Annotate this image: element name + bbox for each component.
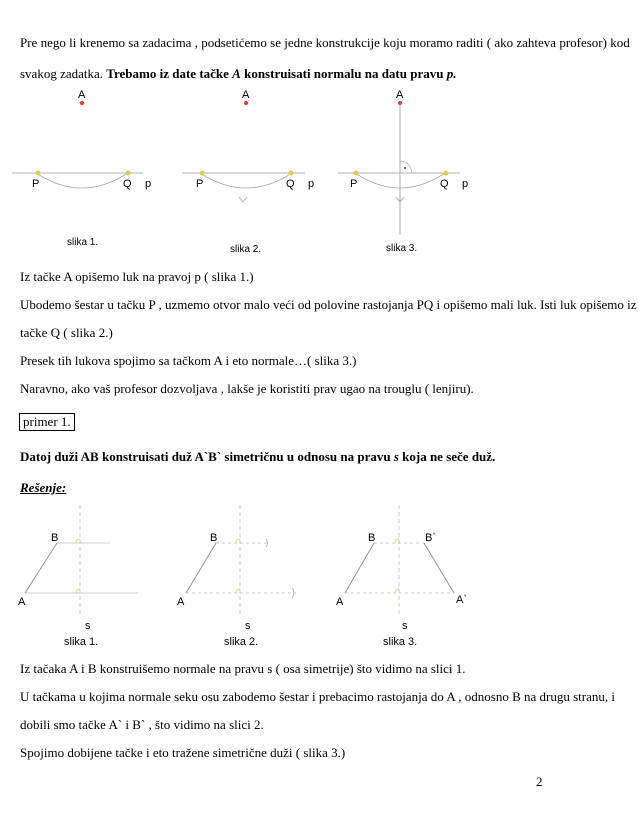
label-p-point: P — [196, 178, 204, 190]
label-a: A — [78, 89, 86, 101]
label-a: A — [396, 89, 404, 101]
step2-line-4: Spojimo dobijene tačke i eto tražene simetrične duži ( slika 3.) — [20, 745, 346, 760]
label-p-point: P — [350, 178, 358, 190]
right-angle-arc — [400, 161, 412, 173]
label-a-prime: A` — [456, 594, 467, 606]
page-number: 2 — [536, 774, 543, 789]
caption-slika-1: slika 1. — [64, 636, 99, 648]
point-q-marker — [289, 171, 294, 176]
label-a: A — [336, 596, 344, 608]
label-p-line: p — [145, 178, 152, 190]
intro-line-1: Pre nego li krenemo sa zadacima , podsetićemo se jedne konstrukcije koju moramo raditi ( ako zahteva profesor) kod — [20, 35, 630, 50]
arc-intersection — [239, 197, 247, 202]
step2-line-3: dobili smo tačke A` i B` , što vidimo na slici 2. — [20, 717, 264, 732]
label-q-point: Q — [286, 178, 295, 190]
symmetry-panel-2 — [177, 505, 296, 648]
caption-slika-2: slika 2. — [224, 636, 259, 648]
arc-from-a — [200, 173, 292, 188]
symmetry-panel-3 — [336, 505, 467, 648]
label-p-line: p — [462, 178, 469, 190]
segment-ab — [345, 543, 374, 593]
label-s: s — [245, 620, 251, 632]
right-angle-mark-a — [395, 589, 399, 593]
label-s: s — [402, 620, 408, 632]
label-a: A — [242, 89, 250, 101]
step1-line-1: Iz tačke A opišemo luk na pravoj p ( slika 1.) — [20, 269, 254, 284]
intro-line-2 — [20, 66, 456, 82]
label-s: s — [85, 620, 91, 632]
right-angle-mark-b — [395, 539, 399, 543]
caption-slika-3: slika 3. — [383, 636, 418, 648]
segment-ab — [186, 543, 216, 593]
point-a-marker — [244, 101, 248, 105]
label-p-line: p — [308, 178, 315, 190]
construction-figure-normal — [0, 85, 638, 260]
right-angle-dot — [404, 167, 406, 169]
right-angle-mark-b — [236, 539, 240, 543]
label-q-point: Q — [123, 178, 132, 190]
segment-a-prime-b-prime — [424, 543, 454, 593]
point-p-marker — [200, 171, 205, 176]
step2-line-1: Iz tačaka A i B konstruišemo normale na pravu s ( osa simetrije) što vidimo na slici 1. — [20, 661, 466, 676]
intro-bold-1: Trebamo iz date tačke — [106, 66, 233, 81]
point-p-marker — [354, 171, 359, 176]
caption-slika-3: slika 3. — [386, 243, 418, 254]
point-q-marker — [444, 171, 449, 176]
example-label: primer 1. — [19, 413, 75, 431]
point-a-marker — [80, 101, 84, 105]
label-q-point: Q — [440, 178, 449, 190]
solution-heading: Rešenje: — [20, 480, 67, 495]
task-statement — [20, 449, 495, 465]
intro-point-a: A — [232, 66, 241, 81]
right-angle-mark-a — [236, 589, 240, 593]
step1-line-3: tačke Q ( slika 2.) — [20, 325, 113, 340]
intro-line-p: p. — [446, 66, 457, 81]
construction-figure-symmetry — [0, 505, 638, 650]
point-q-marker — [126, 171, 131, 176]
segment-ab — [25, 543, 57, 593]
label-a: A — [177, 596, 185, 608]
symmetry-panel-1 — [18, 505, 138, 648]
step1-line-5: Naravno, ako vaš profesor dozvoljava , lakše je koristiti prav ugao na trouglu ( lenjiru). — [20, 381, 474, 396]
normal-panel-1 — [12, 89, 151, 248]
right-angle-mark-a — [76, 589, 80, 593]
step1-line-2: Ubodemo šestar u tačku P , uzmemo otvor malo veći od polovine rastojanja PQ i opišemo mali luk. Isti luk opišemo iz — [20, 297, 637, 312]
intro-bold-2: konstruisati normalu na datu pravu — [240, 66, 447, 81]
intro-plain: svakog zadatka. — [20, 66, 107, 81]
label-b: B — [51, 532, 59, 544]
task-part-2: koja ne seče duž. — [398, 449, 496, 464]
label-b: B — [210, 532, 218, 544]
label-b-prime: B` — [425, 532, 436, 544]
caption-slika-2: slika 2. — [230, 244, 262, 255]
normal-panel-3 — [338, 89, 468, 254]
task-part-1: Datoj duži AB konstruisati duž A`B` simetričnu u odnosu na pravu — [20, 449, 394, 464]
arc-a-prime — [292, 588, 294, 598]
label-p-point: P — [32, 178, 40, 190]
label-a: A — [18, 596, 26, 608]
normal-panel-2 — [182, 89, 314, 255]
step2-line-2: U tačkama u kojima normale seku osu zabodemo šestar i prebacimo rastojanja do A , odnosno B na drugu stranu, i — [20, 689, 615, 704]
step1-line-4: Presek tih lukova spojimo sa tačkom A i eto normale…( slika 3.) — [20, 353, 357, 368]
right-angle-mark-b — [76, 539, 80, 543]
caption-slika-1: slika 1. — [67, 237, 99, 248]
arc-from-a — [36, 173, 128, 188]
point-p-marker — [36, 171, 41, 176]
task-axis-s: s — [393, 449, 399, 464]
label-b: B — [368, 532, 376, 544]
